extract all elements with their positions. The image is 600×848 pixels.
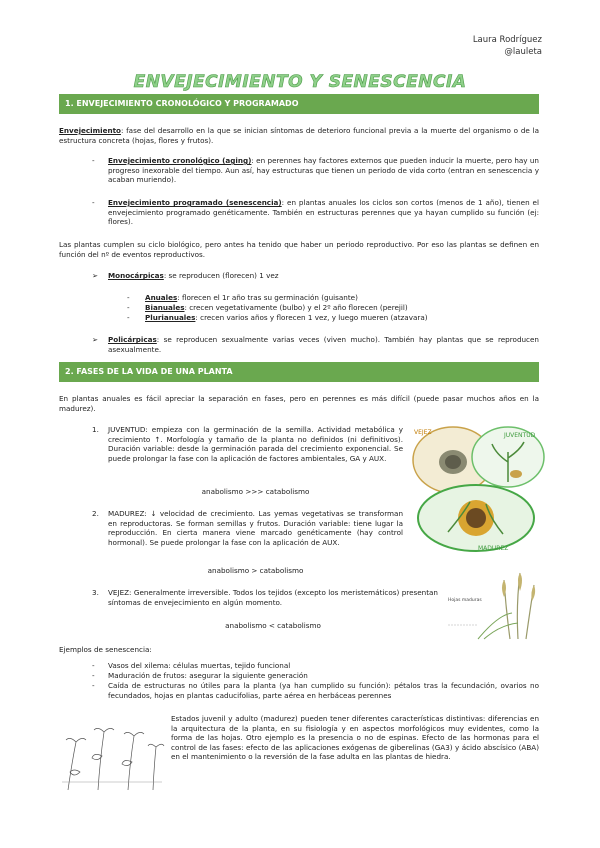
wheat-label: Hojas maduras <box>448 598 482 603</box>
senescence-term: Envejecimiento programado (senescencia) <box>108 198 282 207</box>
arrow-bullet-icon: ➢ <box>92 335 99 344</box>
phase-2-balance: anabolismo > catabolismo <box>207 566 304 575</box>
phase-vejez: VEJEZ: Generalmente irreversible. Todos los tejidos (excepto los meristemáticos) presentan síntomas de envejecimiento en algún momento. <box>108 588 438 607</box>
anuales-item <box>145 293 539 303</box>
author-handle: @lauleta <box>504 47 542 57</box>
examples-title: Ejemplos de senescencia: <box>59 645 152 654</box>
plurianuales-item <box>145 313 539 323</box>
aging-term: Envejecimiento cronológico (aging) <box>108 156 252 165</box>
author-block <box>473 34 542 58</box>
example-item: Maduración de frutos: asegurar la siguiente generación <box>108 671 308 680</box>
bullet-dash: - <box>127 303 130 312</box>
bullet-dash: - <box>92 198 95 207</box>
phase-3-number: 3. <box>92 588 99 597</box>
phase-2-number: 2. <box>92 509 99 518</box>
bianuales-item <box>145 303 539 313</box>
phase-1-balance: anabolismo >>> catabolismo <box>201 487 310 496</box>
bullet-dash: - <box>127 313 130 322</box>
aging-item <box>108 156 539 185</box>
bullet-dash: - <box>127 293 130 302</box>
example-item: Caída de estructuras no útiles para la planta (ya han cumplido su función): pétalos tras la fecundación, ovarios no fecundados, hojas en plantas caducifolias, parte aérea en herbáceas perennes <box>108 681 539 700</box>
plant-life-cycle-figure <box>408 422 550 554</box>
wheat-plant-figure <box>448 565 538 643</box>
pluri-term: Plurianuales <box>145 313 196 322</box>
senescence-text: : en plantas anuales los ciclos son cortos (menos de 1 año), tienen el envejecimiento programado genéticamente. También en estructuras perennes que ya hayan cumplido su función (ej: flores). <box>108 198 539 227</box>
ivy-illustration <box>58 712 166 792</box>
pluri-text: : crecen varios años y florecen 1 vez, y luego mueren (atzavara) <box>195 313 428 322</box>
aging-text: : en perennes hay factores externos que pueden inducir la muerte, pero hay un progreso inexorable del tiempo. Aun así, hay estructuras que tienen un periodo de vida corto (entran en senescencia y acaban muriendo). <box>108 156 539 185</box>
document-title: ENVEJECIMIENTO Y SENESCENCIA <box>133 72 467 92</box>
poli-text: : se reproducen sexualmente varias veces (viven mucho). También hay plantas que se reproducen asexualmente. <box>108 335 539 354</box>
bianuales-term: Bianuales <box>145 303 185 312</box>
anuales-term: Anuales <box>145 293 178 302</box>
phase-3-balance: anabolismo < catabolismo <box>225 621 321 630</box>
bianuales-text: : crecen vegetativamente (bulbo) y el 2º año florecen (perejil) <box>184 303 408 312</box>
bullet-dash: - <box>92 156 95 165</box>
bullet-dash: - <box>92 661 95 670</box>
senescence-item <box>108 198 539 227</box>
cycle-paragraph: Las plantas cumplen su ciclo biológico, pero antes ha tenido que haber un periodo reproductivo. Por eso las plantas se definen en función del nº de eventos reproductivos. <box>59 240 539 259</box>
phase-juventud: JUVENTUD: empieza con la germinación de la semilla. Actividad metabólica y crecimiento ↑. Morfología y tamaño de la planta no definidos (ni definitivos). Duración variable: desde la germinación parada del crecimiento exponencial. Se puede prolongar la fase con la aplicación de factores ambientales, GA y AUX. <box>108 425 403 463</box>
mono-term: Monocárpicas <box>108 271 164 280</box>
intro-text: : fase del desarrollo en la que se inician síntomas de deterioro funcional previa a la muerte del organismo o de la estructura concreta (hojas, flores y frutos). <box>59 126 539 145</box>
poli-term: Policárpicas <box>108 335 157 344</box>
arrow-bullet-icon: ➢ <box>92 271 99 280</box>
figure-label-juventud: JUVENTUD <box>504 432 536 439</box>
intro-term: Envejecimiento <box>59 126 121 135</box>
bullet-dash: - <box>92 681 95 690</box>
phase-1-number: 1. <box>92 425 99 434</box>
phases-intro: En plantas anuales es fácil apreciar la separación en fases, pero en perennes es más difícil (puede pasar muchos años en la madurez). <box>59 394 539 413</box>
author-name: Laura Rodríguez <box>472 35 542 45</box>
section-2-heading: 2. FASES DE LA VIDA DE UNA PLANTA <box>59 362 539 382</box>
intro-paragraph <box>59 126 539 145</box>
figure-label-vejez: VEJEZ <box>414 429 432 436</box>
anuales-text: : florecen el 1r año tras su germinación (guisante) <box>177 293 358 302</box>
policarpic-item <box>108 335 539 354</box>
final-paragraph: Estados juvenil y adulto (madurez) pueden tener diferentes características distintivas: diferencias en la arquitectura de la planta, en su fisiología y en aspectos morfológicos muy evidentes, como la forma de las hojas. Otro ejemplo es la presencia o no de espinas. Efecto de las hormonas para el control de las fases: efecto de las aplicaciones exógenas de giberelinas (GA3) y ácido abscísico (ABA) en el mantenimiento o la reversión de la fase adulta en las plantas de hiedra. <box>171 714 539 762</box>
phase-madurez: MADUREZ: ↓ velocidad de crecimiento. Las yemas vegetativas se transforman en reproductoras. Se forman semillas y frutos. Duración variable: tiene lugar la reproducción. En cierta manera viene marcado genéticamente (hay control hormonal). Se puede prolongar la fase con la aplicación de AUX. <box>108 509 403 547</box>
example-item: Vasos del xilema: células muertas, tejido funcional <box>108 661 291 670</box>
section-1-heading: 1. ENVEJECIMIENTO CRONOLÓGICO Y PROGRAMADO <box>59 94 539 114</box>
figure-label-madurez: MADUREZ <box>478 545 509 552</box>
bullet-dash: - <box>92 671 95 680</box>
monocarpic-item <box>108 271 539 281</box>
mono-text: : se reproducen (florecen) 1 vez <box>163 271 279 280</box>
